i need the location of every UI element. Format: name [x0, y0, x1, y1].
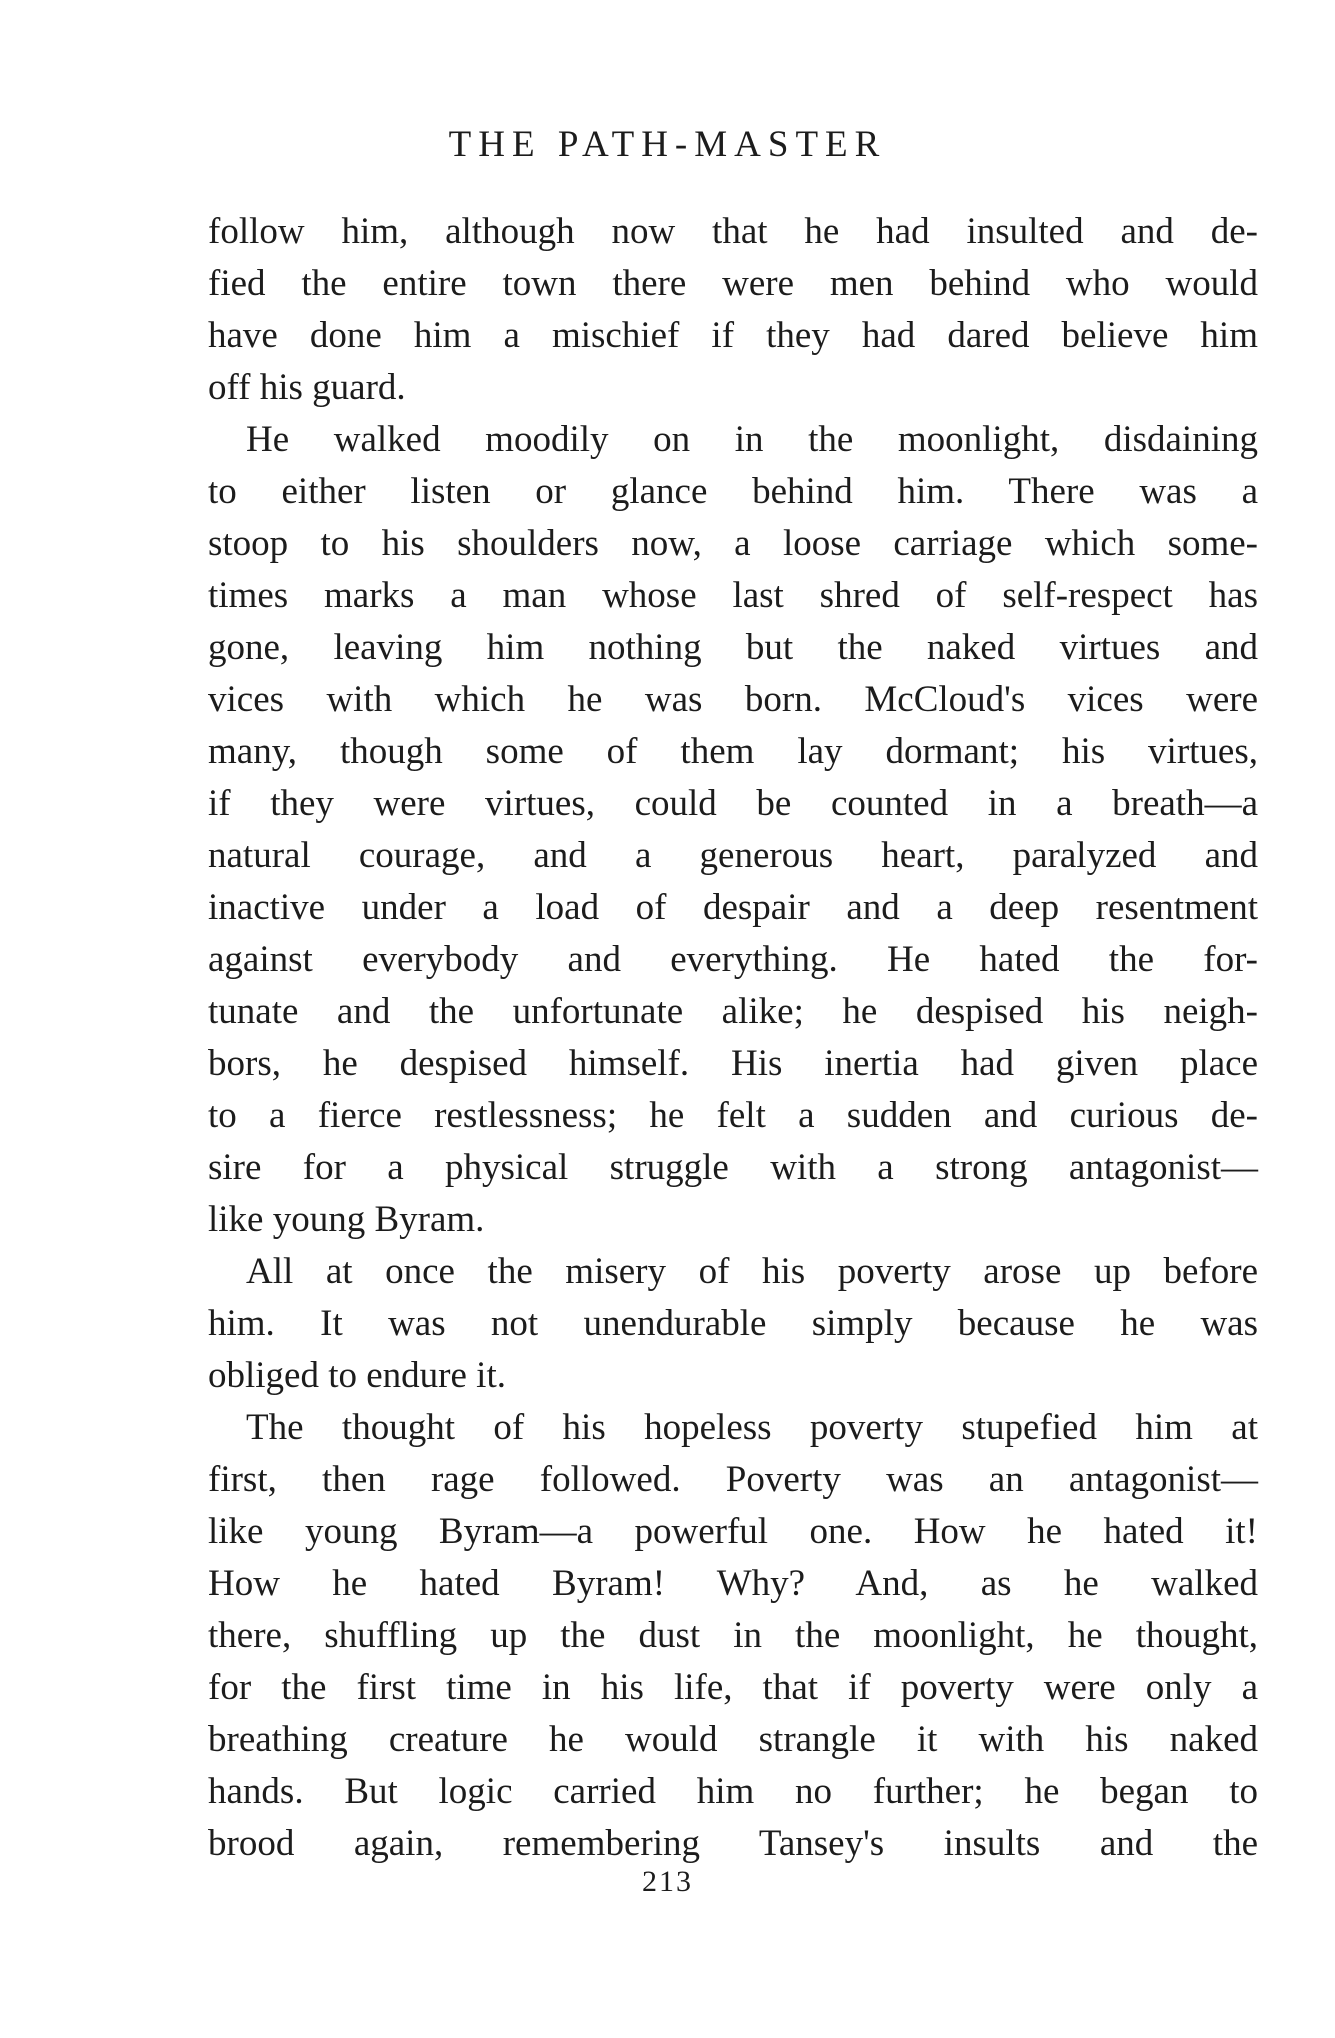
text-line: against everybody and everything. He hated the for- [208, 939, 1258, 980]
text-line: follow him, although now that he had insulted and de- [208, 211, 1258, 252]
text-line: sire for a physical struggle with a strong antagonist— [208, 1147, 1258, 1188]
text-line: like young Byram. [208, 1199, 485, 1240]
text-line: many, though some of them lay dormant; his virtues, [208, 731, 1258, 772]
running-head: THE PATH-MASTER [448, 124, 887, 165]
paragraph [208, 414, 1258, 1246]
text-line: him. It was not unendurable simply because he was [208, 1303, 1258, 1344]
text-line: bors, he despised himself. His inertia had given place [208, 1043, 1258, 1084]
text-line: All at once the misery of his poverty arose up before [246, 1251, 1258, 1292]
text-line: first, then rage followed. Poverty was an antagonist— [208, 1459, 1258, 1500]
text-line: breathing creature he would strangle it with his naked [208, 1719, 1258, 1760]
paragraph [208, 206, 1258, 414]
text-line: if they were virtues, could be counted in a breath—a [208, 783, 1258, 824]
text-line: fied the entire town there were men behind who would [208, 263, 1258, 304]
text-line: times marks a man whose last shred of self-respect has [208, 575, 1258, 616]
text-line: He walked moodily on in the moonlight, disdaining [246, 419, 1258, 460]
body-text [208, 206, 1258, 1870]
text-line: How he hated Byram! Why? And, as he walked [208, 1563, 1258, 1604]
text-line: inactive under a load of despair and a deep resentment [208, 887, 1258, 928]
text-line: brood again, remembering Tansey's insults and the [208, 1823, 1258, 1864]
text-line: for the first time in his life, that if poverty were only a [208, 1667, 1258, 1708]
text-line: there, shuffling up the dust in the moonlight, he thought, [208, 1615, 1258, 1656]
text-line: like young Byram—a powerful one. How he hated it! [208, 1511, 1258, 1552]
text-line: natural courage, and a generous heart, paralyzed and [208, 835, 1258, 876]
text-line: hands. But logic carried him no further; he began to [208, 1771, 1258, 1812]
text-line: gone, leaving him nothing but the naked virtues and [208, 627, 1258, 668]
paragraph [208, 1402, 1258, 1870]
text-line: to a fierce restlessness; he felt a sudden and curious de- [208, 1095, 1258, 1136]
text-line: off his guard. [208, 367, 406, 408]
text-line: stoop to his shoulders now, a loose carriage which some- [208, 523, 1258, 564]
paragraph [208, 1246, 1258, 1402]
text-line: have done him a mischief if they had dared believe him [208, 315, 1258, 356]
text-line: to either listen or glance behind him. There was a [208, 471, 1258, 512]
text-line: tunate and the unfortunate alike; he despised his neigh- [208, 991, 1258, 1032]
text-line: vices with which he was born. McCloud's vices were [208, 679, 1258, 720]
text-line: obliged to endure it. [208, 1355, 506, 1396]
text-line: The thought of his hopeless poverty stupefied him at [246, 1407, 1258, 1448]
page-number: 213 [642, 1865, 693, 1898]
